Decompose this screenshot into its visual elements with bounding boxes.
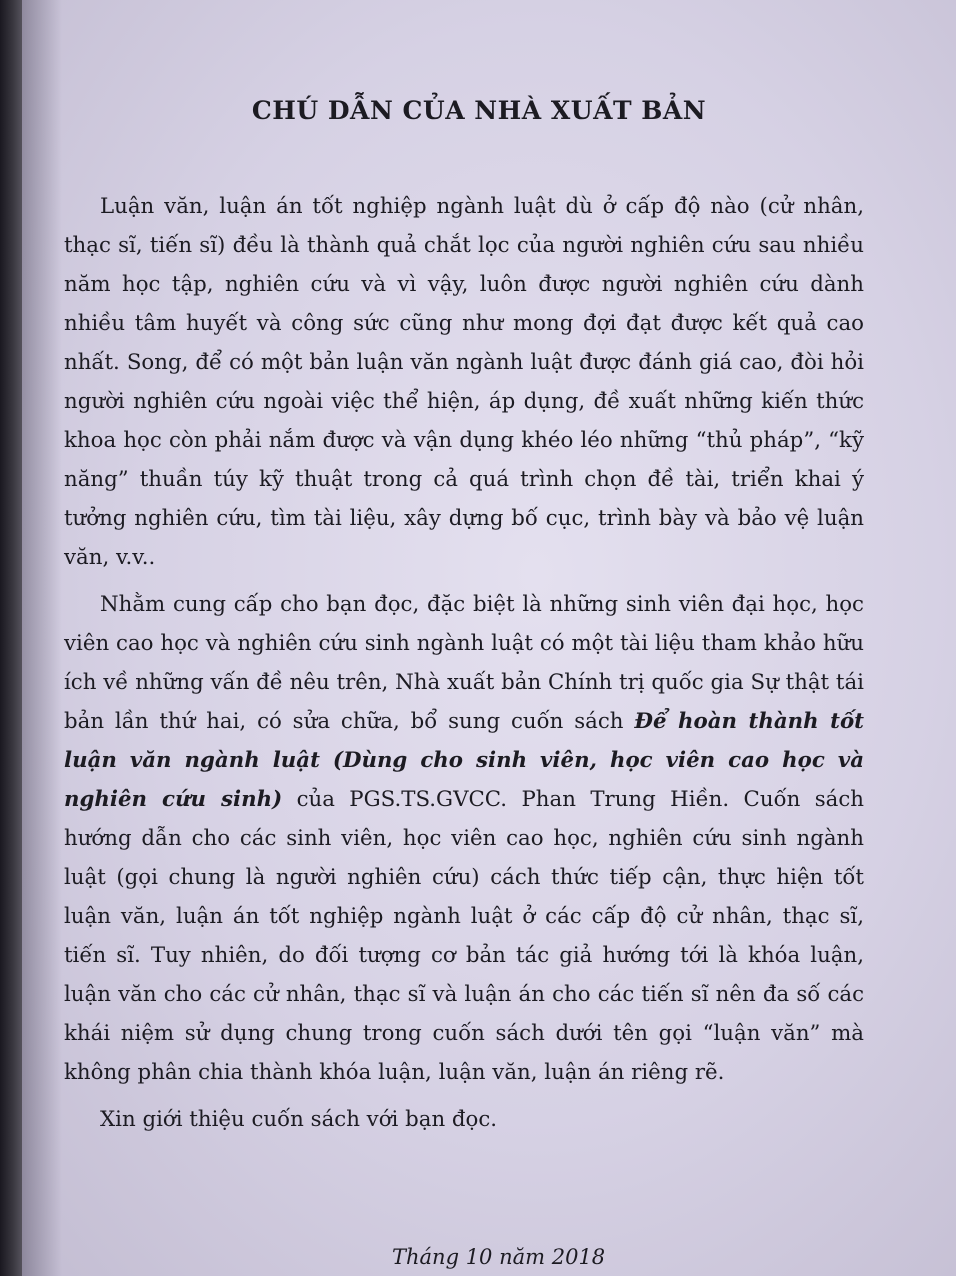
page-title: CHÚ DẪN CỦA NHÀ XUẤT BẢN (251, 96, 707, 125)
paragraph-2-end: của PGS.TS.GVCC. Phan Trung Hiền. Cuốn sách hướng dẫn cho các sinh viên, học viên cao học, nghiên cứu sinh ngành luật (gọi chung là người nghiên cứu) cách thức tiếp cận, thực hiện tốt luận văn, luận án tốt nghiệp ngành luật ở các cấp độ cử nhân, thạc sĩ, tiến sĩ. Tuy nhiên, do đối tượng cơ bản tác giả hướng tới là khóa luận, luận văn cho các cử nhân, thạc sĩ và luận án cho các tiến sĩ nên đa số các khái niệm sử dụng chung trong cuốn sách dưới tên gọi “luận văn” mà không phân chia thành khóa luận, luận văn, luận án riêng rẽ. (64, 787, 864, 1085)
paragraph-2 (64, 585, 864, 1092)
page-gutter-shadow (22, 0, 62, 1276)
date-line: Tháng 10 năm 2018 (392, 1245, 606, 1269)
closing-line: Xin giới thiệu cuốn sách với bạn đọc. (100, 1107, 498, 1132)
book-page (22, 0, 956, 1276)
page-content (64, 96, 864, 1139)
paragraph-1: Luận văn, luận án tốt nghiệp ngành luật dù ở cấp độ nào (cử nhân, thạc sĩ, tiến sĩ) đều là thành quả chắt lọc của người nghiên cứu sau nhiều năm học tập, nghiên cứu và vì vậy, luôn được người nghiên cứu dành nhiều tâm huyết và công sức cũng như mong đợi đạt được kết quả cao nhất. Song, để có một bản luận văn ngành luật được đánh giá cao, đòi hỏi người nghiên cứu ngoài việc thể hiện, áp dụng, đề xuất những kiến thức khoa học còn phải nắm được và vận dụng khéo léo những “thủ pháp”, “kỹ năng” thuần túy kỹ thuật trong cả quá trình chọn đề tài, triển khai ý tưởng nghiên cứu, tìm tài liệu, xây dựng bố cục, trình bày và bảo vệ luận văn, v.v.. (64, 194, 864, 570)
book-title: Để hoàn thành tốt luận văn ngành luật (Dùng cho sinh viên, học viên cao học và nghiên cứu sinh) (64, 709, 864, 812)
paragraph-2-start: Nhằm cung cấp cho bạn đọc, đặc biệt là những sinh viên đại học, học viên cao học và nghiên cứu sinh ngành luật có một tài liệu tham khảo hữu ích về những vấn đề nêu trên, Nhà xuất bản Chính trị quốc gia Sự thật tái bản lần thứ hai, có sửa chữa, bổ sung cuốn sách (64, 592, 864, 734)
book-spine (0, 0, 22, 1276)
